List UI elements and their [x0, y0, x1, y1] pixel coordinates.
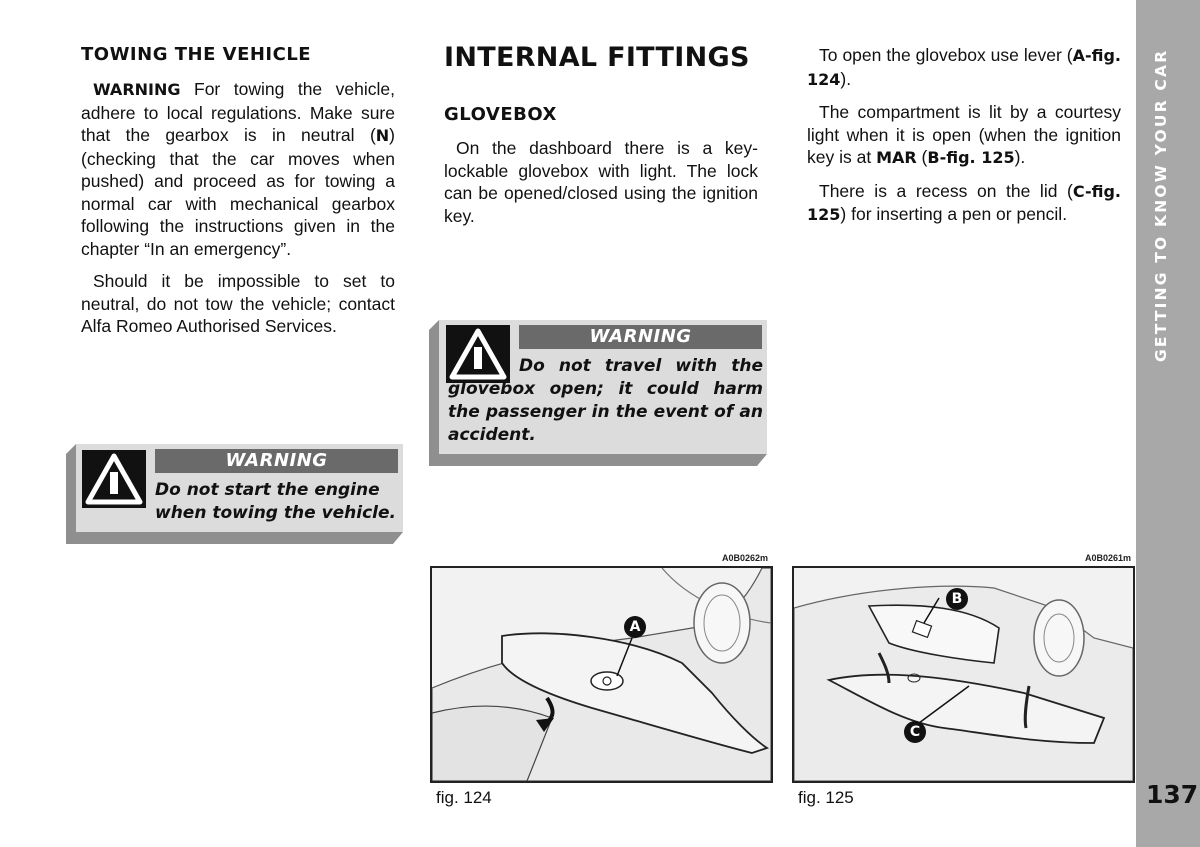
callout-a: A	[624, 616, 646, 638]
fig-ref: A-fig. 124	[807, 46, 1121, 89]
towing-warning-box	[66, 444, 403, 544]
towing-warning-text: Do not start the engine when towing the vehicle.	[155, 480, 396, 523]
towing-warning-header: WARNING	[155, 449, 398, 473]
fig-ref: C-fig. 125	[807, 181, 1121, 224]
towing-paragraph-2: Should it be impossible to set to neutral, do not tow the vehicle; contact Alfa Romeo Authorised Services.	[81, 271, 395, 336]
glovebox-warning-header: WARNING	[519, 325, 762, 349]
page-title: INTERNAL FITTINGS	[444, 42, 750, 73]
sidebar-chapter-label: GETTING TO KNOW YOUR CAR	[1152, 48, 1170, 362]
callout-c: C	[904, 721, 926, 743]
glovebox-body	[444, 137, 758, 237]
right-column-body	[807, 44, 1121, 237]
warning-triangle-icon	[82, 450, 146, 508]
figure-124	[430, 566, 773, 783]
towing-warning-lead: WARNING	[93, 80, 181, 99]
towing-paragraph-1: WARNING For towing the vehicle, adhere to local regulations. Make sure that the gearbox is in neutral (N) (checking that the car moves when pushed) and proceed as for towing a normal car with mechanical gearbox following the instructions given in the chapter “In an emergency”.	[81, 79, 395, 259]
glovebox-illustration	[432, 568, 771, 781]
fig-ref: B-fig. 125	[927, 148, 1015, 167]
glovebox-warning-box	[429, 320, 767, 466]
recess-paragraph: There is a recess on the lid (C-fig. 125) for inserting a pen or pencil.	[807, 180, 1121, 224]
figure-caption: fig. 124	[436, 788, 492, 807]
glovebox-title: GLOVEBOX	[444, 104, 557, 125]
towing-body	[81, 78, 395, 348]
figure-caption: fig. 125	[798, 788, 854, 807]
glovebox-paragraph: On the dashboard there is a key-lockable glovebox with light. The lock can be opened/closed using the ignition key.	[444, 138, 758, 226]
towing-title: TOWING THE VEHICLE	[81, 44, 312, 65]
light-paragraph: The compartment is lit by a courtesy light when it is open (when the ignition key is at MAR (B-fig. 125).	[807, 102, 1121, 167]
lever-paragraph: To open the glovebox use lever (A-fig. 124).	[807, 45, 1121, 89]
figure-125	[792, 566, 1135, 783]
figure-code: A0B0262m	[722, 553, 769, 563]
figure-code: A0B0261m	[1085, 553, 1132, 563]
callout-b: B	[946, 588, 968, 610]
page-number: 137	[1146, 780, 1199, 809]
glovebox-warning-text: Do not travel with the glovebox open; it could harm the passenger in the event of an accident.	[448, 356, 763, 445]
